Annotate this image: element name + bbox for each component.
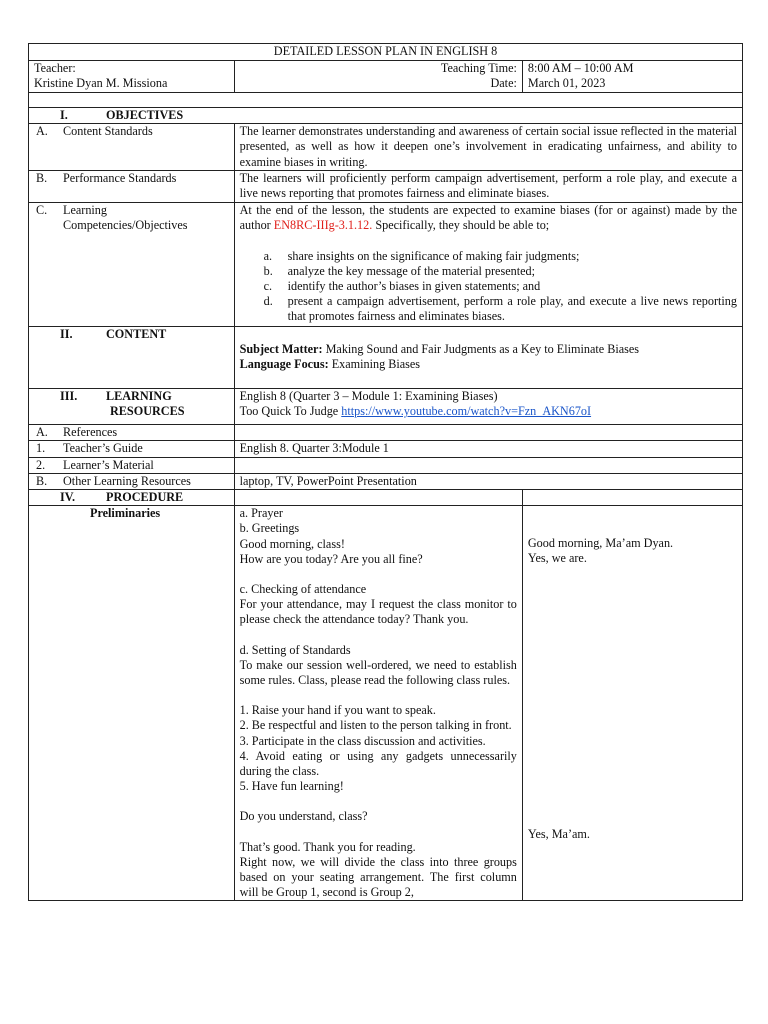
teachers-guide-value: English 8. Quarter 3:Module 1 bbox=[234, 441, 742, 457]
references-value-cell bbox=[234, 425, 742, 441]
section-number: IV. bbox=[60, 490, 76, 505]
student-activity-cell bbox=[522, 506, 742, 901]
section-number: I. bbox=[60, 108, 68, 122]
rule-1: 1. Raise your hand if you want to speak. bbox=[239, 703, 436, 718]
section-number: III. bbox=[60, 389, 78, 404]
performance-standards-label: Performance Standards bbox=[63, 171, 177, 186]
intro-end: Specifically, they should be able to; bbox=[372, 218, 550, 233]
section-content-cell bbox=[29, 327, 235, 389]
list-text: analyze the key message of the material presented; bbox=[287, 263, 535, 278]
competency-code: EN8RC-IIIg-3.1.12. bbox=[273, 218, 373, 233]
item-number: A. bbox=[36, 425, 48, 440]
content-standards-text: The learner demonstrates understanding and awareness of certain social issue reflected in the material presented, as well as how it deepen one’s involvement in eradicating unfairness, and ability to examine biases in writing. bbox=[234, 124, 742, 171]
content-text-cell bbox=[234, 327, 742, 389]
competencies-label-1: Learning bbox=[63, 203, 107, 218]
time-date-labels bbox=[234, 61, 522, 93]
list-marker: d. bbox=[263, 294, 273, 309]
section-title: OBJECTIVES bbox=[106, 108, 184, 122]
section-title: CONTENT bbox=[106, 327, 167, 342]
section-title-2: RESOURCES bbox=[110, 404, 185, 419]
item-number: B. bbox=[36, 473, 48, 488]
competencies-text-cell bbox=[234, 203, 742, 327]
student-yes: Yes, we are. bbox=[527, 551, 587, 566]
learners-material-label: Learner’s Material bbox=[63, 457, 154, 472]
attendance-text: For your attendance, may I request the class monitor to please check the attendance today? Thank you. bbox=[239, 597, 517, 627]
student-yes-maam: Yes, Ma’am. bbox=[527, 826, 590, 841]
preliminaries-label: Preliminaries bbox=[90, 506, 161, 521]
teaching-time-value: 8:00 AM – 10:00 AM bbox=[527, 61, 634, 75]
learners-material-label-cell bbox=[29, 457, 235, 473]
list-item bbox=[240, 249, 737, 264]
rule-3: 3. Participate in the class discussion and activities. bbox=[239, 733, 486, 748]
competencies-label-cell bbox=[29, 203, 235, 327]
references-label: References bbox=[63, 425, 118, 440]
section-title: PROCEDURE bbox=[106, 490, 184, 505]
focus-value: Examining Biases bbox=[328, 357, 421, 372]
understand-question: Do you understand, class? bbox=[239, 809, 368, 824]
rule-5: 5. Have fun learning! bbox=[239, 779, 344, 794]
intro-text: At the end of the lesson, the students are expected to examine biases (for or against) made by the author bbox=[239, 203, 737, 233]
date-label: Date: bbox=[490, 76, 517, 91]
procedure-student-header bbox=[522, 490, 742, 506]
subject-label: Subject Matter: bbox=[239, 342, 323, 357]
thanks-text: That’s good. Thank you for reading. bbox=[239, 839, 416, 854]
rule-4: 4. Avoid eating or using any gadgets unnecessarily during the class. bbox=[239, 748, 517, 779]
standards-text: To make our session well-ordered, we need to establish some rules. Class, please read the following class rules. bbox=[239, 657, 517, 688]
competencies-intro bbox=[240, 203, 737, 233]
greetings-line: b. Greetings bbox=[239, 521, 300, 536]
youtube-link[interactable]: https://www.youtube.com/watch?v=Fzn_AKN67oI bbox=[341, 404, 592, 419]
item-number: C. bbox=[36, 203, 48, 218]
item-number: A. bbox=[36, 124, 48, 139]
content-standards-label-cell bbox=[29, 124, 235, 171]
objectives-list bbox=[240, 249, 737, 325]
section-title-1: LEARNING bbox=[106, 389, 172, 404]
teaching-time-label: Teaching Time: bbox=[440, 61, 517, 75]
teachers-guide-label: Teacher’s Guide bbox=[63, 441, 143, 456]
list-item bbox=[240, 294, 737, 324]
other-resources-label: Other Learning Resources bbox=[63, 473, 191, 488]
competencies-label-2: Competencies/Objectives bbox=[63, 218, 188, 233]
list-item bbox=[240, 264, 737, 279]
time-date-values bbox=[522, 61, 742, 93]
content-standards-label: Content Standards bbox=[63, 124, 153, 139]
list-text: share insights on the significance of making fair judgments; bbox=[287, 248, 580, 263]
groups-text: Right now, we will divide the class into three groups based on your seating arrangement. The first column will be Group 1, second is Group 2, bbox=[239, 854, 517, 900]
learners-material-value bbox=[234, 457, 742, 473]
standards-heading: d. Setting of Standards bbox=[239, 642, 351, 657]
date-value: March 01, 2023 bbox=[527, 76, 606, 91]
video-title: Too Quick To Judge bbox=[239, 404, 342, 419]
list-marker: b. bbox=[263, 263, 273, 278]
other-resources-value: laptop, TV, PowerPoint Presentation bbox=[234, 473, 742, 489]
references-label-cell bbox=[29, 425, 235, 441]
teacher-name: Kristine Dyan M. Missiona bbox=[34, 76, 168, 91]
section-procedure-cell bbox=[29, 490, 235, 506]
prayer-line: a. Prayer bbox=[239, 506, 283, 521]
teacher-cell bbox=[29, 61, 235, 93]
student-greeting: Good morning, Ma’am Dyan. bbox=[527, 536, 674, 551]
item-number: B. bbox=[36, 171, 48, 186]
resources-text-cell bbox=[234, 389, 742, 425]
resources-line-2 bbox=[240, 404, 737, 419]
procedure-teacher-header bbox=[234, 490, 522, 506]
spacer-row bbox=[29, 93, 743, 108]
section-objectives bbox=[29, 108, 743, 124]
preliminaries-label-cell bbox=[29, 506, 235, 901]
teacher-label: Teacher: bbox=[34, 61, 76, 75]
how-are-you-text: How are you today? Are you all fine? bbox=[239, 551, 423, 566]
list-item bbox=[240, 279, 737, 294]
performance-standards-label-cell bbox=[29, 171, 235, 203]
item-number: 1. bbox=[36, 441, 46, 456]
subject-matter bbox=[240, 342, 737, 357]
language-focus bbox=[240, 357, 737, 372]
list-text: present a campaign advertisement, perform a role play, and execute a live news reporting that promotes fairness and eliminates biases. bbox=[287, 294, 737, 324]
lesson-plan-table bbox=[28, 43, 743, 901]
teacher-activity-cell bbox=[234, 506, 522, 901]
greeting-text: Good morning, class! bbox=[239, 536, 345, 551]
section-number: II. bbox=[60, 327, 73, 342]
document-title: DETAILED LESSON PLAN IN ENGLISH 8 bbox=[29, 44, 743, 61]
item-number: 2. bbox=[36, 457, 46, 472]
section-resources-cell bbox=[29, 389, 235, 425]
list-marker: a. bbox=[263, 248, 273, 263]
resources-line-1: English 8 (Quarter 3 – Module 1: Examining Biases) bbox=[239, 389, 498, 404]
list-text: identify the author’s biases in given statements; and bbox=[287, 279, 541, 294]
performance-standards-text: The learners will proficiently perform campaign advertisement, perform a role play, and execute a live news reporting that promotes fairness and eliminate biases. bbox=[234, 171, 742, 203]
list-marker: c. bbox=[263, 279, 273, 294]
rule-2: 2. Be respectful and listen to the person talking in front. bbox=[239, 718, 512, 733]
teachers-guide-label-cell bbox=[29, 441, 235, 457]
focus-label: Language Focus: bbox=[239, 357, 329, 372]
other-resources-label-cell bbox=[29, 473, 235, 489]
attendance-heading: c. Checking of attendance bbox=[239, 582, 367, 597]
subject-value: Making Sound and Fair Judgments as a Key to Eliminate Biases bbox=[322, 342, 640, 357]
